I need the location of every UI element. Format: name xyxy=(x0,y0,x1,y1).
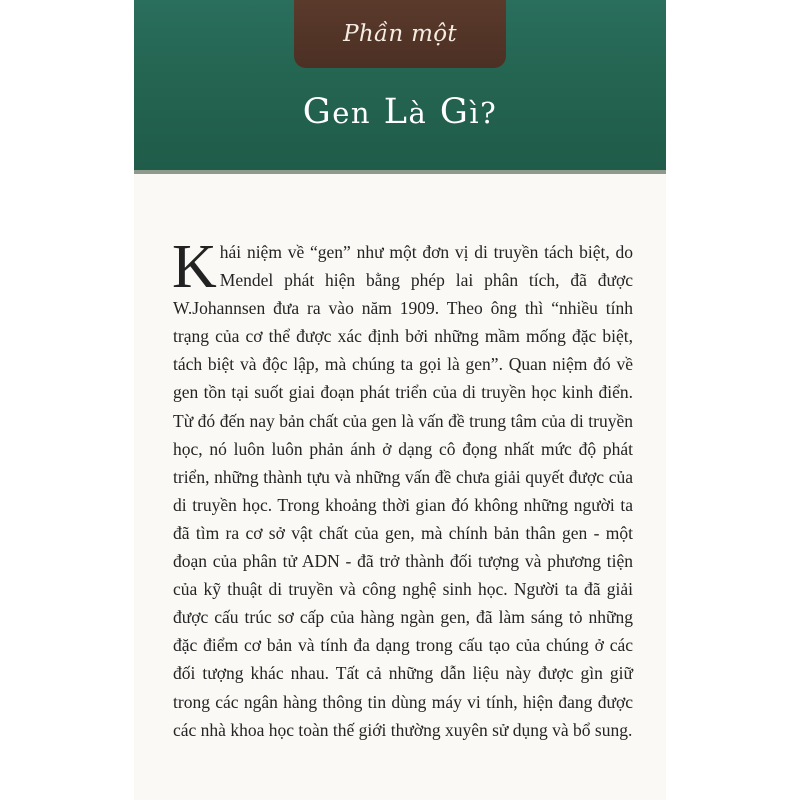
title-rest-en: en xyxy=(332,96,372,130)
part-label: Phần một xyxy=(343,21,457,47)
title-initial-l: L xyxy=(371,92,409,132)
title-rest-i: ì? xyxy=(469,96,498,130)
body-paragraph xyxy=(172,233,633,744)
chapter-header-band xyxy=(134,0,666,174)
drop-cap: K xyxy=(172,233,217,301)
part-tab xyxy=(294,0,506,68)
paragraph-text: hái niệm về “gen” như một đơn vị di truyền tách biệt, do Mendel phát hiện bằng phép lai phân tích, đã được W.Johannsen đưa ra vào năm 1909. Theo ông thì “nhiều tính trạng của cơ thể được xác định bởi những mầm mống đặc biệt, tách biệt và độc lập, mà chúng ta gọi là gen”. Quan niệm đó về gen tồn tại suốt giai đoạn phát triển của di truyền học kinh điển. Từ đó đến nay bản chất của gen là vấn đề trung tâm của di truyền học, nó luôn luôn phản ánh ở dạng cô đọng nhất mức độ phát triển, những thành tựu và những vấn đề chưa giải quyết được của di truyền học. Trong khoảng thời gian đó không những người ta đã tìm ra cơ sở vật chất của gen, mà chính bản thân gen - một đoạn của phân tử ADN - đã trở thành đối tượng và phương tiện của kỹ thuật di truyền và công nghệ sinh học. Người ta đã giải được cấu trúc sơ cấp của hàng ngàn gen, đã làm sáng tỏ những đặc điểm cơ bản và tính đa dạng trong cấu tạo của chúng ở các đối tượng khác nhau. Tất cả những dẫn liệu này được gìn giữ trong các ngân hàng thông tin dùng máy vi tính, hiện đang được các nhà khoa học toàn thế giới thường xuyên sử dụng và bổ sung. xyxy=(173,242,633,740)
title-rest-a: à xyxy=(408,96,428,130)
title-initial-g2: G xyxy=(427,92,470,132)
chapter-title xyxy=(134,90,666,135)
book-page xyxy=(134,0,666,800)
title-initial-g: G xyxy=(302,92,333,132)
